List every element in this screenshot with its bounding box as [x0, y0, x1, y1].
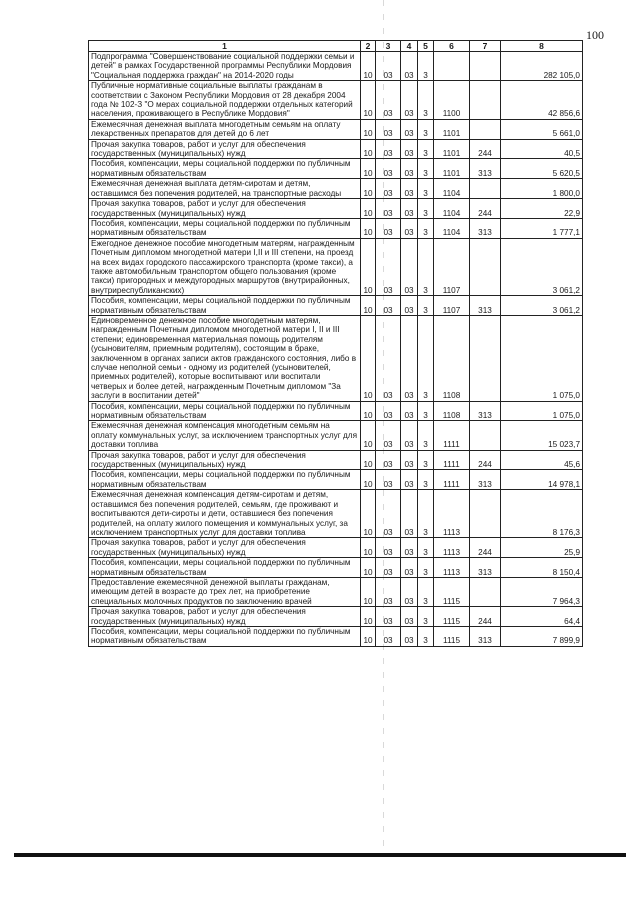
row-subprogram-code: 3	[418, 450, 434, 470]
row-expense-type-code	[470, 81, 501, 120]
table-header-row	[89, 41, 583, 52]
row-amount: 1 075,0	[501, 315, 583, 401]
row-description: Подпрограмма "Совершенствование социальной поддержки семьи и детей" в рамках Государственной программы Республики Мордовия "Социальная поддержка граждан" на 2014-2020 годы	[89, 52, 361, 81]
table-row	[89, 490, 583, 538]
row-section-code: 10	[361, 218, 376, 238]
row-amount: 8 176,3	[501, 490, 583, 538]
row-article-code: 1104	[434, 218, 470, 238]
row-subsection-code: 03	[376, 179, 401, 199]
row-amount: 45,6	[501, 450, 583, 470]
row-program-code: 03	[401, 558, 418, 578]
row-subsection-code: 03	[376, 238, 401, 295]
table-row	[89, 52, 583, 81]
row-description: Пособия, компенсации, меры социальной поддержки по публичным нормативным обязательствам	[89, 218, 361, 238]
row-expense-type-code	[470, 315, 501, 401]
row-expense-type-code	[470, 119, 501, 139]
row-description: Пособия, компенсации, меры социальной поддержки по публичным нормативным обязательствам	[89, 296, 361, 316]
table-body	[89, 52, 583, 647]
row-amount: 25,9	[501, 538, 583, 558]
row-section-code: 10	[361, 538, 376, 558]
row-section-code: 10	[361, 81, 376, 120]
row-subsection-code: 03	[376, 401, 401, 421]
row-subsection-code: 03	[376, 626, 401, 646]
row-amount: 1 075,0	[501, 401, 583, 421]
row-expense-type-code	[470, 179, 501, 199]
row-section-code: 10	[361, 470, 376, 490]
row-description: Предоставление ежемесячной денежной выплаты гражданам, имеющим детей в возрасте до трех лет, на приобретение специальных молочных продуктов по заключению врачей	[89, 577, 361, 606]
row-amount: 7 964,3	[501, 577, 583, 606]
row-section-code: 10	[361, 296, 376, 316]
row-program-code: 03	[401, 52, 418, 81]
table-row	[89, 558, 583, 578]
row-description: Прочая закупка товаров, работ и услуг для обеспечения государственных (муниципальных) нужд	[89, 607, 361, 627]
row-amount: 22,9	[501, 199, 583, 219]
row-subprogram-code: 3	[418, 139, 434, 159]
row-subsection-code: 03	[376, 450, 401, 470]
row-expense-type-code	[470, 238, 501, 295]
row-subsection-code: 03	[376, 315, 401, 401]
row-expense-type-code	[470, 52, 501, 81]
row-amount: 7 899,9	[501, 626, 583, 646]
row-subprogram-code: 3	[418, 199, 434, 219]
row-expense-type-code: 313	[470, 218, 501, 238]
table-row	[89, 315, 583, 401]
header-cell: 2	[361, 41, 376, 52]
row-subprogram-code: 3	[418, 179, 434, 199]
row-article-code: 1115	[434, 577, 470, 606]
budget-table	[88, 40, 583, 647]
row-program-code: 03	[401, 218, 418, 238]
row-description: Прочая закупка товаров, работ и услуг для обеспечения государственных (муниципальных) нужд	[89, 199, 361, 219]
row-subsection-code: 03	[376, 490, 401, 538]
row-subprogram-code: 3	[418, 81, 434, 120]
row-article-code	[434, 52, 470, 81]
row-article-code: 1113	[434, 490, 470, 538]
row-expense-type-code	[470, 577, 501, 606]
row-section-code: 10	[361, 199, 376, 219]
row-subprogram-code: 3	[418, 218, 434, 238]
row-article-code: 1108	[434, 401, 470, 421]
header-cell: 7	[470, 41, 501, 52]
row-amount: 3 061,2	[501, 238, 583, 295]
row-program-code: 03	[401, 538, 418, 558]
row-program-code: 03	[401, 119, 418, 139]
row-program-code: 03	[401, 421, 418, 450]
row-article-code: 1101	[434, 119, 470, 139]
row-article-code: 1111	[434, 470, 470, 490]
row-description: Публичные нормативные социальные выплаты гражданам в соответствии с Законом Республики Мордовия от 28 декабря 2004 года № 102-З "О мерах социальной поддержки отдельных категорий населения, проживающего в Республике Мордовия"	[89, 81, 361, 120]
row-amount: 8 150,4	[501, 558, 583, 578]
row-subprogram-code: 3	[418, 577, 434, 606]
row-section-code: 10	[361, 626, 376, 646]
row-expense-type-code: 244	[470, 607, 501, 627]
row-description: Пособия, компенсации, меры социальной поддержки по публичным нормативным обязательствам	[89, 558, 361, 578]
row-program-code: 03	[401, 490, 418, 538]
header-cell: 5	[418, 41, 434, 52]
row-subprogram-code: 3	[418, 401, 434, 421]
row-section-code: 10	[361, 558, 376, 578]
row-amount: 3 061,2	[501, 296, 583, 316]
row-amount: 5 620,5	[501, 159, 583, 179]
row-subprogram-code: 3	[418, 558, 434, 578]
row-article-code: 1115	[434, 607, 470, 627]
row-subprogram-code: 3	[418, 490, 434, 538]
table-row	[89, 218, 583, 238]
table-row	[89, 401, 583, 421]
row-program-code: 03	[401, 401, 418, 421]
table-row	[89, 450, 583, 470]
row-section-code: 10	[361, 139, 376, 159]
row-expense-type-code: 244	[470, 139, 501, 159]
row-article-code: 1107	[434, 238, 470, 295]
row-program-code: 03	[401, 238, 418, 295]
row-description: Ежемесячная денежная компенсация многодетным семьям на оплату коммунальных услуг, за исключением транспортных услуг для доставки топлива	[89, 421, 361, 450]
row-program-code: 03	[401, 626, 418, 646]
row-article-code: 1104	[434, 179, 470, 199]
row-subprogram-code: 3	[418, 538, 434, 558]
row-program-code: 03	[401, 607, 418, 627]
row-section-code: 10	[361, 577, 376, 606]
row-description: Ежегодное денежное пособие многодетным матерям, награжденным Почетным дипломом многодетной матери I,II и III степени, на проезд на всех видах городского пассажирского транспорта (кроме такси), а также автомобильным транспортом общего пользования (кроме такси) пригородных и междугородных маршрутов (внутрирайонных, внутриреспубликанских)	[89, 238, 361, 295]
header-cell: 3	[376, 41, 401, 52]
row-subsection-code: 03	[376, 139, 401, 159]
row-subsection-code: 03	[376, 296, 401, 316]
row-amount: 1 777,1	[501, 218, 583, 238]
row-program-code: 03	[401, 296, 418, 316]
row-section-code: 10	[361, 607, 376, 627]
table-row	[89, 538, 583, 558]
page-number: 100	[586, 28, 604, 42]
row-subsection-code: 03	[376, 577, 401, 606]
header-cell: 4	[401, 41, 418, 52]
row-subprogram-code: 3	[418, 421, 434, 450]
row-amount: 40,5	[501, 139, 583, 159]
row-subsection-code: 03	[376, 52, 401, 81]
row-article-code: 1111	[434, 421, 470, 450]
table-row	[89, 139, 583, 159]
table-row	[89, 238, 583, 295]
row-expense-type-code: 313	[470, 159, 501, 179]
row-section-code: 10	[361, 401, 376, 421]
row-subprogram-code: 3	[418, 470, 434, 490]
row-expense-type-code: 244	[470, 450, 501, 470]
row-description: Пособия, компенсации, меры социальной поддержки по публичным нормативным обязательствам	[89, 626, 361, 646]
row-section-code: 10	[361, 179, 376, 199]
row-expense-type-code: 244	[470, 199, 501, 219]
row-description: Прочая закупка товаров, работ и услуг для обеспечения государственных (муниципальных) нужд	[89, 450, 361, 470]
row-section-code: 10	[361, 52, 376, 81]
row-description: Пособия, компенсации, меры социальной поддержки по публичным нормативным обязательствам	[89, 470, 361, 490]
row-program-code: 03	[401, 159, 418, 179]
row-amount: 14 978,1	[501, 470, 583, 490]
header-cell: 6	[434, 41, 470, 52]
row-subprogram-code: 3	[418, 607, 434, 627]
row-program-code: 03	[401, 450, 418, 470]
table-row	[89, 199, 583, 219]
row-expense-type-code	[470, 490, 501, 538]
row-subsection-code: 03	[376, 607, 401, 627]
table-row	[89, 179, 583, 199]
table-row	[89, 577, 583, 606]
row-section-code: 10	[361, 238, 376, 295]
row-program-code: 03	[401, 179, 418, 199]
row-article-code: 1107	[434, 296, 470, 316]
row-article-code: 1113	[434, 538, 470, 558]
table-row	[89, 119, 583, 139]
scan-bottom-edge	[14, 853, 626, 857]
row-section-code: 10	[361, 119, 376, 139]
row-program-code: 03	[401, 81, 418, 120]
row-description: Ежемесячная денежная выплата многодетным семьям на оплату лекарственных препаратов для детей до 6 лет	[89, 119, 361, 139]
row-program-code: 03	[401, 315, 418, 401]
row-subsection-code: 03	[376, 81, 401, 120]
row-section-code: 10	[361, 450, 376, 470]
row-section-code: 10	[361, 421, 376, 450]
row-subsection-code: 03	[376, 199, 401, 219]
row-program-code: 03	[401, 139, 418, 159]
table-row	[89, 626, 583, 646]
row-description: Единовременное денежное пособие многодетным матерям, награжденным Почетным дипломом многодетной матери I, II и III степени; единовременная материальная помощь родителям (усыновителям, приемным родителям), состоящим в браке, заключенном в органах записи актов гражданского состояния, либо в случае неполной семьи - одному из родителей (усыновителей, приемных родителей), которые воспитывают или воспитали четверых и более детей, награжденным Почетным дипломом "За заслуги в воспитании детей"	[89, 315, 361, 401]
row-section-code: 10	[361, 159, 376, 179]
row-expense-type-code: 244	[470, 538, 501, 558]
row-subprogram-code: 3	[418, 315, 434, 401]
row-article-code: 1101	[434, 139, 470, 159]
row-article-code: 1115	[434, 626, 470, 646]
row-subsection-code: 03	[376, 159, 401, 179]
row-subprogram-code: 3	[418, 626, 434, 646]
row-subsection-code: 03	[376, 470, 401, 490]
row-subsection-code: 03	[376, 119, 401, 139]
row-article-code: 1108	[434, 315, 470, 401]
row-program-code: 03	[401, 577, 418, 606]
row-expense-type-code	[470, 421, 501, 450]
row-description: Ежемесячная денежная выплата детям-сиротам и детям, оставшимся без попечения родителей, на транспортные расходы	[89, 179, 361, 199]
table-row	[89, 159, 583, 179]
row-description: Ежемесячная денежная компенсация детям-сиротам и детям, оставшимся без попечения родителей, семьям, где проживают и воспитываются дети-сироты и дети, оставшиеся без попечения родителей, на оплату жилого помещения и коммунальных услуг, за исключением транспортных услуг для доставки топлива	[89, 490, 361, 538]
row-program-code: 03	[401, 199, 418, 219]
row-subsection-code: 03	[376, 558, 401, 578]
row-subprogram-code: 3	[418, 238, 434, 295]
row-subprogram-code: 3	[418, 52, 434, 81]
row-article-code: 1113	[434, 558, 470, 578]
row-expense-type-code: 313	[470, 296, 501, 316]
row-article-code: 1104	[434, 199, 470, 219]
row-article-code: 1111	[434, 450, 470, 470]
row-description: Пособия, компенсации, меры социальной поддержки по публичным нормативным обязательствам	[89, 159, 361, 179]
row-amount: 64,4	[501, 607, 583, 627]
row-description: Пособия, компенсации, меры социальной поддержки по публичным нормативным обязательствам	[89, 401, 361, 421]
row-subsection-code: 03	[376, 218, 401, 238]
row-article-code: 1100	[434, 81, 470, 120]
row-section-code: 10	[361, 315, 376, 401]
table-row	[89, 421, 583, 450]
table-row	[89, 470, 583, 490]
row-amount: 282 105,0	[501, 52, 583, 81]
table-row	[89, 81, 583, 120]
header-cell: 1	[89, 41, 361, 52]
row-amount: 15 023,7	[501, 421, 583, 450]
row-expense-type-code: 313	[470, 626, 501, 646]
row-section-code: 10	[361, 490, 376, 538]
row-amount: 1 800,0	[501, 179, 583, 199]
row-description: Прочая закупка товаров, работ и услуг для обеспечения государственных (муниципальных) нужд	[89, 139, 361, 159]
row-subprogram-code: 3	[418, 119, 434, 139]
row-subsection-code: 03	[376, 538, 401, 558]
row-description: Прочая закупка товаров, работ и услуг для обеспечения государственных (муниципальных) нужд	[89, 538, 361, 558]
row-article-code: 1101	[434, 159, 470, 179]
row-expense-type-code: 313	[470, 401, 501, 421]
row-amount: 42 856,6	[501, 81, 583, 120]
table-row	[89, 296, 583, 316]
row-subsection-code: 03	[376, 421, 401, 450]
row-subprogram-code: 3	[418, 159, 434, 179]
row-expense-type-code: 313	[470, 470, 501, 490]
row-program-code: 03	[401, 470, 418, 490]
row-amount: 5 661,0	[501, 119, 583, 139]
row-expense-type-code: 313	[470, 558, 501, 578]
row-subprogram-code: 3	[418, 296, 434, 316]
header-cell: 8	[501, 41, 583, 52]
table-row	[89, 607, 583, 627]
